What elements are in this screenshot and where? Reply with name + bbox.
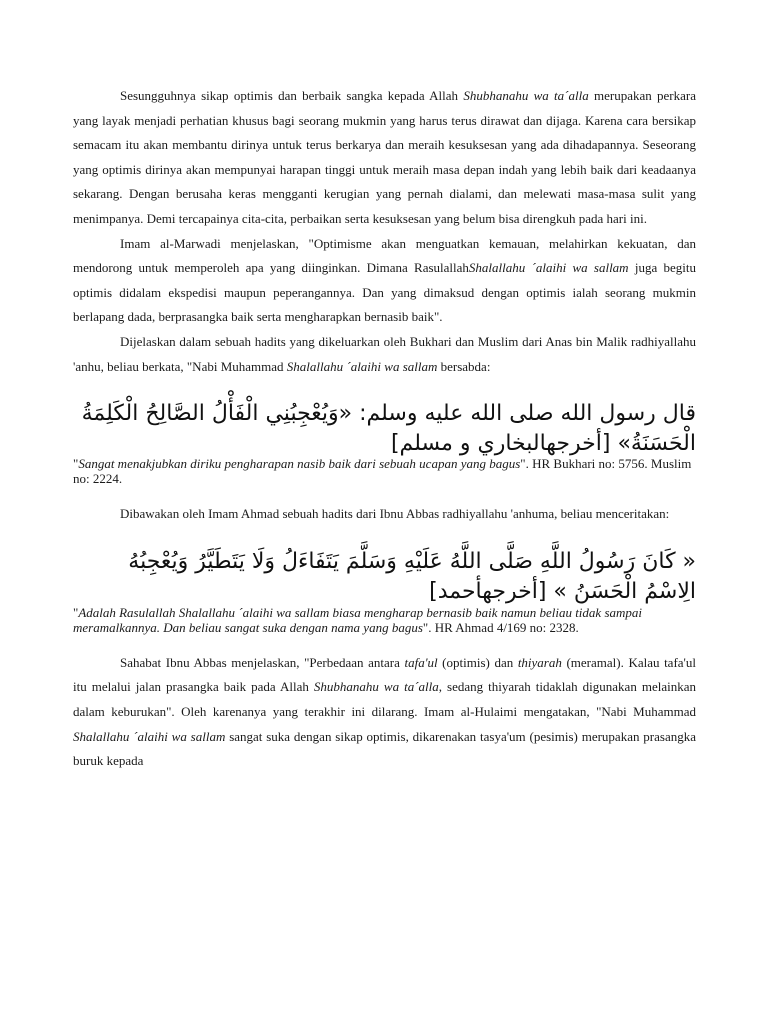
hadith-arabic-2: « كَانَ رَسُولُ اللَّهِ صَلَّى اللَّهُ عَلَيْهِ وَسَلَّمَ يَتَفَاءَلُ وَلَا يَتَطَيَّرُ وَيُعْجِبُهُ الِاسْمُ الْحَسَنُ » [أخرجهأحمد] bbox=[128, 548, 696, 604]
paragraph-ibnu-abbas bbox=[73, 651, 696, 774]
translation-text: Adalah Rasulallah Shalallahu ´alaihi wa sallam biasa mengharap bernasib baik namun beliau tidak sampai meramalkannya. Dan beliau sangat suka dengan nama yang bagus bbox=[73, 604, 642, 635]
paragraph-text: sangat suka dengan sikap optimis, dikarenakan tasya'um (pesimis) merupakan prasangka buruk kepada bbox=[73, 728, 697, 769]
paragraph-text: (optimis) dan bbox=[437, 654, 518, 670]
italic-honorific: Shalallahu ´alaihi wa sallam bbox=[286, 358, 438, 374]
paragraph-text: , sedang thiyarah tidaklah digunakan melainkan dalam keburukan". Oleh karenanya yang terakhir ini dilarang. Imam al-Hulaimi mengatakan, "Nabi Muhammad bbox=[73, 679, 696, 719]
quote-mark: " bbox=[73, 456, 79, 472]
hadith-arabic-1: قال رسول الله صلى الله عليه وسلم: «وَيُعْجِبُنِي الْفَأْلُ الصَّالِحُ الْكَلِمَةُ الْحَسَنَةُ» [أخرجهالبخاري و مسلم] bbox=[81, 401, 696, 457]
paragraph-text: (meramal). Kalau tafa'ul itu melalui jalan prasangka baik pada Allah bbox=[73, 654, 697, 695]
paragraph-text: Dibawakan oleh Imam Ahmad sebuah hadits dari Ibnu Abbas radhiyallahu 'anhuma, beliau menceritakan: bbox=[120, 506, 670, 522]
hadith-reference: HR Bukhari no: 5756. Muslim no: 2224. bbox=[73, 456, 692, 487]
paragraph-text: Sesungguhnya sikap optimis dan berbaik sangka kepada Allah bbox=[120, 88, 464, 103]
paragraph-text: merupakan perkara yang layak menjadi perhatian khusus bagi seorang mukmin yang harus terus dirawat dan dijaga. Karena cara bersikap semacam itu akan membantu dirinya untuk terus berkarya dan meraih kesuksesan yang ada dihadapannya. Seseorang yang optimis dirinya akan mempunyai harapan tinggi untuk meraih masa depan indah yang lebih baik dari keadaanya sekarang. Dengan berusaha keras mengganti kerugian yang pernah dialami, dan melewati masa-masa sulit yang menimpanya. Demi tercapainya cita-cita, perbaikan serta kesuksesan yang belum bisa direngkuh pada hari ini. bbox=[73, 88, 696, 226]
paragraph-imam-ahmad-intro bbox=[73, 502, 696, 527]
paragraph-text: bersabda: bbox=[437, 358, 491, 374]
paragraph-imam-marwadi bbox=[73, 232, 696, 330]
paragraph-text: Dijelaskan dalam sebuah hadits yang dikeluarkan oleh Bukhari dan Muslim dari Anas bin Malik radhiyallahu 'anhu, beliau berkata, "Nabi Muhammad bbox=[73, 333, 696, 374]
document-page bbox=[73, 84, 696, 774]
italic-honorific: Shubhanahu wa ta´alla bbox=[313, 679, 439, 695]
paragraph-text: Imam al-Marwadi menjelaskan, "Optimisme akan menguatkan kemauan, melahirkan kekuatan, dan mendorong untuk memperoleh apa yang diinginkan. Dimana Rasulallah bbox=[73, 235, 696, 276]
quote-mark: " bbox=[73, 604, 79, 620]
italic-honorific: Shubhanahu wa ta´alla bbox=[463, 88, 589, 103]
italic-term: thiyarah bbox=[517, 654, 562, 670]
paragraph-text: Sahabat Ibnu Abbas menjelaskan, "Perbedaan antara bbox=[120, 654, 405, 670]
italic-term: tafa'ul bbox=[404, 654, 438, 670]
quote-mark: ". bbox=[520, 456, 533, 472]
hadith-reference: HR Ahmad 4/169 no: 2328. bbox=[434, 619, 579, 635]
paragraph-bukhari-muslim-intro bbox=[73, 330, 696, 379]
italic-honorific: Shalallahu ´alaihi wa sallam bbox=[468, 260, 629, 276]
hadith-translation-2 bbox=[73, 605, 696, 635]
paragraph-optimism-intro bbox=[73, 84, 696, 232]
paragraph-text: juga begitu optimis didalam ekspedisi maupun peperangannya. Dan yang dimaksud dengan optimis ialah seorang mukmin berlapang dada, berprasangka baik serta mengharapkan bernasib baik". bbox=[73, 260, 696, 325]
quote-mark: ". bbox=[422, 619, 435, 635]
hadith-translation-1 bbox=[73, 456, 696, 486]
translation-text: Sangat menakjubkan diriku pengharapan nasib baik dari sebuah ucapan yang bagus bbox=[78, 456, 521, 472]
italic-honorific: Shalallahu ´alaihi wa sallam bbox=[73, 728, 226, 744]
